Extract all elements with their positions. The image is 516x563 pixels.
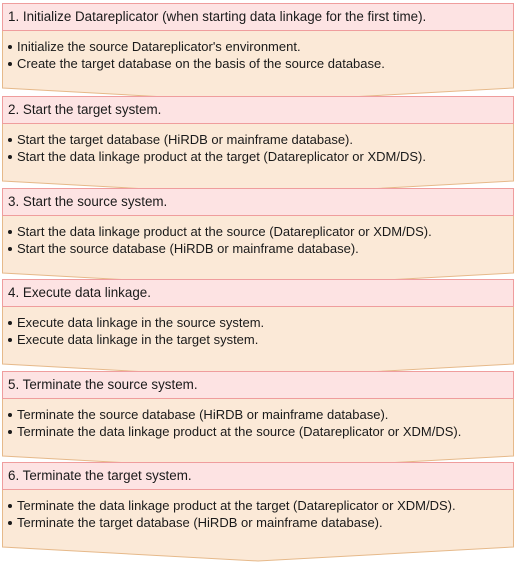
step-bullet-item bbox=[8, 497, 456, 514]
step-bullet-item bbox=[8, 514, 456, 531]
step-bullet-item bbox=[8, 314, 264, 331]
step-bullet-text: Execute data linkage in the target system. bbox=[17, 332, 259, 347]
step-bullet-list bbox=[8, 314, 264, 348]
bullet-dot-icon bbox=[8, 504, 12, 508]
step-title: 1. Initialize Datareplicator (when starting data linkage for the first time). bbox=[8, 9, 427, 24]
step-bullet-list bbox=[8, 406, 461, 440]
step-2 bbox=[0, 96, 516, 197]
step-bullet-item bbox=[8, 240, 432, 257]
step-bullet-item bbox=[8, 55, 385, 72]
step-5 bbox=[0, 371, 516, 472]
bullet-dot-icon bbox=[8, 247, 12, 251]
step-title: 4. Execute data linkage. bbox=[8, 285, 151, 300]
step-3 bbox=[0, 188, 516, 289]
step-bullet-item bbox=[8, 406, 461, 423]
step-bullet-item bbox=[8, 331, 264, 348]
step-bullet-list bbox=[8, 497, 456, 531]
step-bullet-text: Start the data linkage product at the target (Datareplicator or XDM/DS). bbox=[17, 149, 426, 164]
step-bullet-text: Start the data linkage product at the source (Datareplicator or XDM/DS). bbox=[17, 224, 432, 239]
step-bullet-text: Execute data linkage in the source system. bbox=[17, 315, 265, 330]
step-bullet-text: Terminate the source database (HiRDB or mainframe database). bbox=[17, 407, 389, 422]
step-bullet-item bbox=[8, 223, 432, 240]
step-bullet-list bbox=[8, 131, 426, 165]
bullet-dot-icon bbox=[8, 521, 12, 525]
bullet-dot-icon bbox=[8, 230, 12, 234]
step-6 bbox=[0, 462, 516, 563]
bullet-dot-icon bbox=[8, 138, 12, 142]
step-title: 5. Terminate the source system. bbox=[8, 377, 198, 392]
step-bullet-item bbox=[8, 38, 385, 55]
step-bullet-item bbox=[8, 423, 461, 440]
step-bullet-list bbox=[8, 38, 385, 72]
step-bullet-text: Start the source database (HiRDB or mainframe database). bbox=[17, 241, 359, 256]
step-title: 6. Terminate the target system. bbox=[8, 468, 192, 483]
bullet-dot-icon bbox=[8, 338, 12, 342]
bullet-dot-icon bbox=[8, 413, 12, 417]
step-bullet-list bbox=[8, 223, 432, 257]
step-bullet-text: Terminate the data linkage product at the target (Datareplicator or XDM/DS). bbox=[17, 498, 456, 513]
step-bullet-item bbox=[8, 148, 426, 165]
bullet-dot-icon bbox=[8, 430, 12, 434]
step-title: 3. Start the source system. bbox=[8, 194, 168, 209]
step-bullet-text: Terminate the target database (HiRDB or mainframe database). bbox=[17, 515, 383, 530]
bullet-dot-icon bbox=[8, 155, 12, 159]
step-bullet-text: Start the target database (HiRDB or mainframe database). bbox=[17, 132, 353, 147]
bullet-dot-icon bbox=[8, 62, 12, 66]
bullet-dot-icon bbox=[8, 321, 12, 325]
step-title: 2. Start the target system. bbox=[8, 102, 162, 117]
step-1 bbox=[0, 3, 516, 104]
step-4 bbox=[0, 279, 516, 380]
step-bullet-text: Initialize the source Datareplicator's environment. bbox=[17, 39, 301, 54]
bullet-dot-icon bbox=[8, 45, 12, 49]
step-bullet-text: Create the target database on the basis of the source database. bbox=[17, 56, 385, 71]
step-bullet-item bbox=[8, 131, 426, 148]
step-bullet-text: Terminate the data linkage product at the source (Datareplicator or XDM/DS). bbox=[17, 424, 462, 439]
